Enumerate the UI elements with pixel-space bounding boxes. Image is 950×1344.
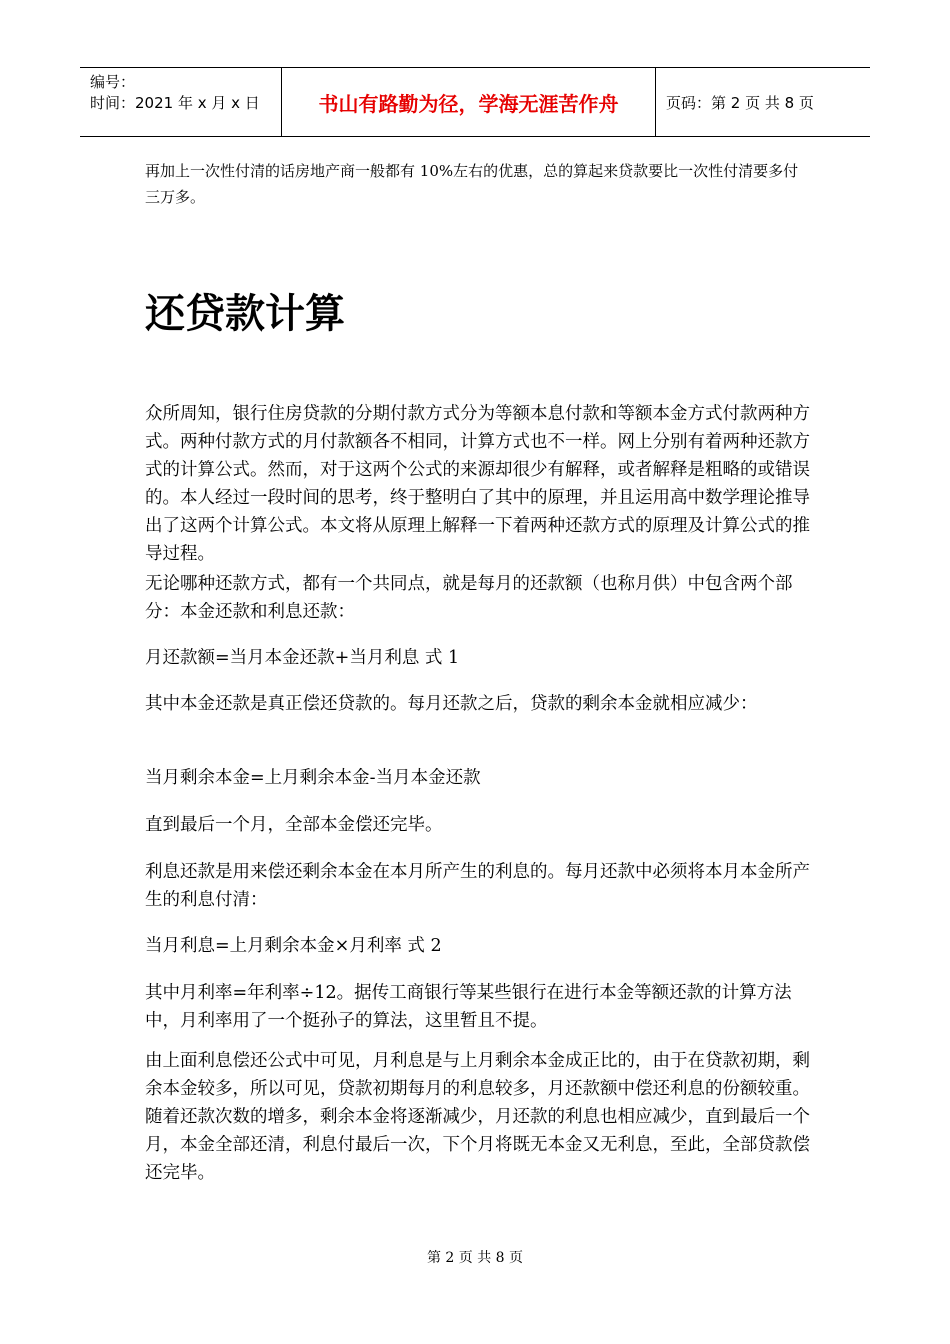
formula-2: 当月利息=上月剩余本金×月利率 式 2	[145, 936, 442, 956]
paragraph-common-point: 无论哪种还款方式，都有一个共同点，就是每月的还款额（也称月供）中包含两个部分：本金还款和利息还款：	[145, 574, 793, 622]
paragraph-principles: 众所周知，银行住房贷款的分期付款方式分为等额本息付款和等额本金方式付款两种方式。两种付款方式的月付款额各不相同，计算方式也不一样。网上分别有着两种还款方式的计算公式。然而，对于这两个公式的来源却很少有解释，或者解释是粗略的或错误的。本人经过一段时间的思考，终于整明白了其中的原理，并且运用高中数学理论推导出了这两个计算公式。本文将从原理上解释一下着两种还款方式的原理及计算公式的推导过程。	[145, 404, 810, 564]
paragraph-interest-repayment: 利息还款是用来偿还剩余本金在本月所产生的利息的。每月还款中必须将本月本金所产生的利息付清：	[145, 862, 810, 910]
header-meta	[80, 68, 282, 136]
section-title: 还贷款计算	[145, 291, 345, 337]
paragraph-monthly-rate: 其中月利率=年利率÷12。据传工商银行等某些银行在进行本金等额还款的计算方法中，月利率用了一个挺孙子的算法，这里暂且不提。	[145, 983, 792, 1031]
paragraph-conclusion: 由上面利息偿还公式中可见，月利息是与上月剩余本金成正比的，由于在贷款初期，剩余本金较多，所以可见，贷款初期每月的利息较多，月还款额中偿还利息的份额较重。随着还款次数的增多，剩余本金将逐渐减少，月还款的利息也相应减少，直到最后一个月，本金全部还清，利息付最后一次，下个月将既无本金又无利息，至此，全部贷款偿还完毕。	[145, 1051, 810, 1183]
page-footer: 第 2 页 共 8 页	[426, 1250, 524, 1266]
number-label: 编号：	[90, 73, 136, 91]
time-label: 时间：2021 年 x 月 x 日	[90, 94, 260, 112]
formula-remaining-principal: 当月剩余本金=上月剩余本金-当月本金还款	[145, 768, 481, 788]
header-motto: 书山有路勤为径，学海无涯苦作舟	[282, 68, 656, 136]
intro-block	[145, 158, 810, 210]
header-page-info: 页码：第 2 页 共 8 页	[666, 93, 814, 112]
paragraph-principal-repayment: 其中本金还款是真正偿还贷款的。每月还款之后，贷款的剩余本金就相应减少：	[145, 694, 758, 714]
page-header	[80, 67, 870, 137]
paragraph-final-month: 直到最后一个月，全部本金偿还完毕。	[145, 815, 443, 835]
intro-paragraph: 再加上一次性付清的话房地产商一般都有 10%左右的优惠，总的算起来贷款要比一次性付清要多付三万多。	[145, 162, 799, 206]
formula-1: 月还款额=当月本金还款+当月利息 式 1	[145, 648, 460, 668]
